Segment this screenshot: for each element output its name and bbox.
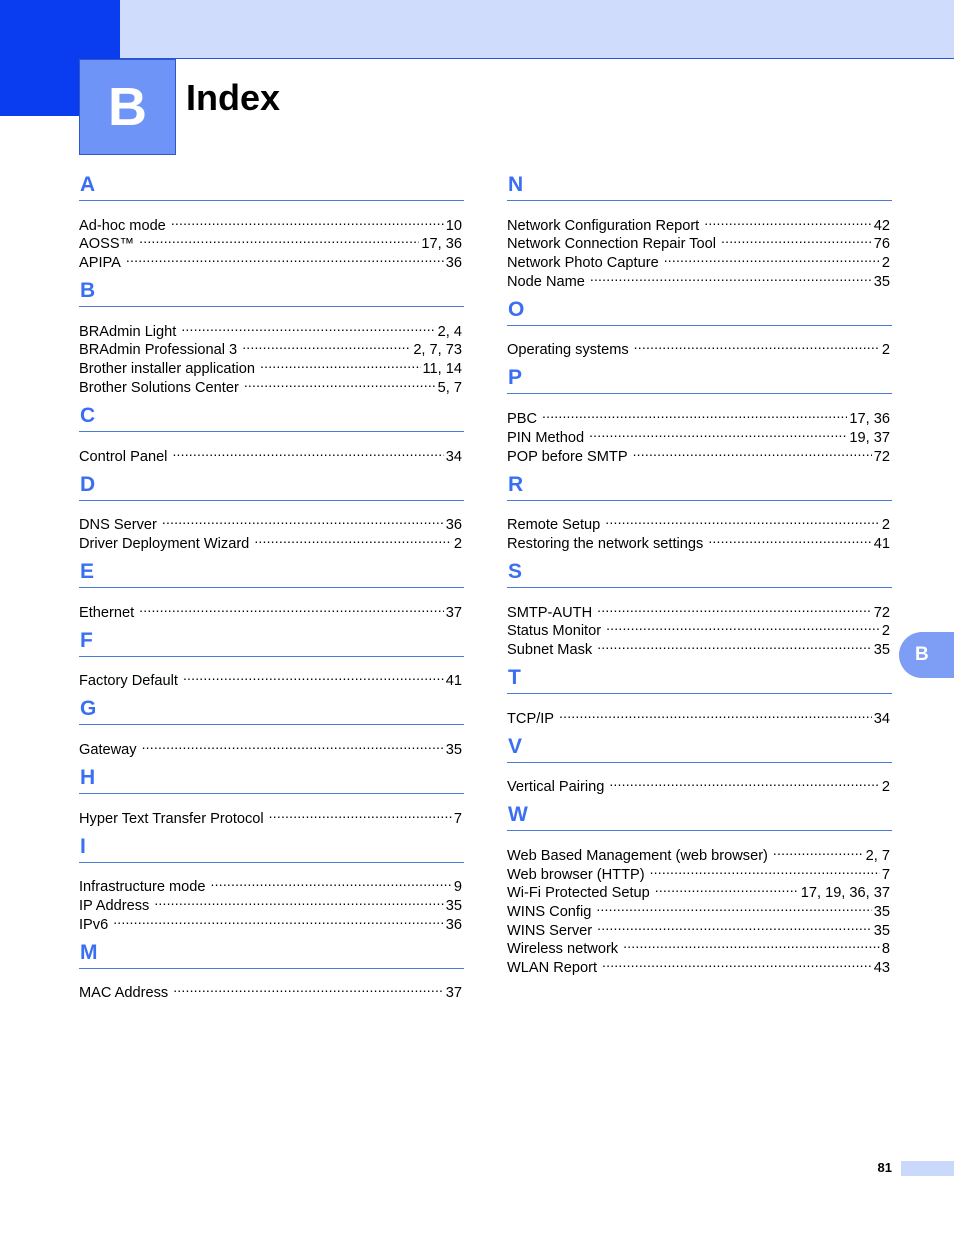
dot-leader (602, 953, 872, 972)
index-pages[interactable]: 2, 7, 73 (413, 342, 462, 359)
index-term: AOSS™ (79, 236, 135, 253)
dot-leader (172, 442, 443, 461)
index-term: DNS Server (79, 517, 157, 534)
header-band (0, 0, 954, 59)
index-term: Subnet Mask (507, 641, 593, 658)
index-pages[interactable]: 34 (445, 448, 462, 465)
chapter-box (79, 59, 176, 155)
index-pages[interactable]: 7 (453, 810, 462, 827)
dot-leader (721, 230, 872, 249)
dot-leader (542, 404, 847, 423)
index-section (79, 470, 464, 552)
index-pages[interactable]: 2 (453, 535, 462, 552)
index-section (507, 800, 892, 977)
index-entry[interactable] (79, 667, 464, 690)
index-pages[interactable]: 36 (445, 255, 462, 272)
dot-leader (139, 230, 419, 249)
dot-leader (183, 667, 444, 686)
dot-leader (708, 529, 871, 548)
index-entry[interactable] (79, 511, 464, 534)
section-letter: O (507, 295, 892, 326)
index-pages[interactable]: 2 (881, 255, 890, 272)
index-pages[interactable]: 2 (881, 517, 890, 534)
index-term: WINS Config (507, 904, 592, 921)
dot-leader (590, 267, 872, 286)
page-number-bar (901, 1161, 954, 1176)
index-term: POP before SMTP (507, 448, 628, 465)
dot-leader (606, 617, 880, 636)
index-pages[interactable]: 35 (873, 273, 890, 290)
index-entry[interactable] (79, 317, 464, 340)
dot-leader (154, 891, 443, 910)
dot-leader (773, 841, 864, 860)
index-section (79, 763, 464, 827)
index-section (507, 557, 892, 658)
index-term: Brother installer application (79, 361, 256, 378)
dot-leader (242, 336, 411, 355)
dot-leader (650, 860, 880, 879)
index-pages[interactable]: 2, 4 (437, 323, 462, 340)
section-letter: W (507, 800, 892, 831)
dot-leader (269, 804, 452, 823)
index-entry[interactable] (507, 773, 892, 796)
index-column-left (79, 170, 464, 1006)
dot-leader (655, 879, 799, 898)
index-term: Wi-Fi Protected Setup (507, 885, 650, 902)
index-term: Brother Solutions Center (79, 379, 239, 396)
index-pages[interactable]: 17, 36 (421, 236, 462, 253)
index-term: Restoring the network settings (507, 535, 704, 552)
index-term: MAC Address (79, 985, 169, 1002)
dot-leader (596, 897, 871, 916)
index-pages[interactable]: 2 (881, 779, 890, 796)
index-pages[interactable]: 72 (873, 448, 890, 465)
index-term: WLAN Report (507, 960, 598, 977)
page-title: Index (186, 77, 281, 118)
index-section (507, 470, 892, 552)
dot-leader (634, 336, 880, 355)
index-term: Remote Setup (507, 517, 601, 534)
index-pages[interactable]: 72 (873, 604, 890, 621)
index-pages[interactable]: 10 (445, 217, 462, 234)
index-term: Control Panel (79, 448, 168, 465)
dot-leader (704, 211, 872, 230)
section-letter: B (79, 276, 464, 307)
section-letter: P (507, 363, 892, 394)
chapter-letter: B (108, 77, 147, 137)
dot-leader (162, 511, 444, 530)
chapter-side-tab[interactable] (899, 632, 954, 678)
dot-leader (623, 935, 880, 954)
dot-leader (260, 354, 420, 373)
index-pages[interactable]: 35 (445, 741, 462, 758)
index-section (507, 732, 892, 796)
index-section (79, 557, 464, 621)
index-pages[interactable]: 11, 14 (422, 361, 462, 378)
section-letter: I (79, 832, 464, 863)
index-pages[interactable]: 17, 19, 36, 37 (800, 885, 890, 902)
index-term: BRAdmin Professional 3 (79, 342, 238, 359)
index-term: IPv6 (79, 916, 109, 933)
index-pages[interactable]: 9 (453, 879, 462, 896)
section-letter: A (79, 170, 464, 201)
index-entry[interactable] (507, 598, 892, 621)
index-entry[interactable] (507, 211, 892, 234)
index-pages[interactable]: 2 (881, 623, 890, 640)
section-letter: T (507, 663, 892, 694)
dot-leader (244, 373, 436, 392)
index-term: Network Connection Repair Tool (507, 236, 717, 253)
index-term: Web browser (HTTP) (507, 866, 645, 883)
index-entry[interactable] (79, 442, 464, 465)
index-entry[interactable] (79, 804, 464, 827)
index-pages[interactable]: 36 (445, 916, 462, 933)
index-pages[interactable]: 19, 37 (849, 429, 890, 446)
dot-leader (139, 598, 444, 617)
index-entry[interactable] (507, 841, 892, 864)
index-pages[interactable]: 37 (445, 985, 462, 1002)
index-entry[interactable] (507, 704, 892, 727)
index-section (79, 170, 464, 272)
index-entry[interactable] (79, 873, 464, 896)
index-pages[interactable]: 5, 7 (437, 379, 462, 396)
section-letter: M (79, 938, 464, 969)
index-term: Hyper Text Transfer Protocol (79, 810, 264, 827)
dot-leader (126, 248, 444, 267)
index-term: IP Address (79, 898, 150, 914)
dot-leader (609, 773, 880, 792)
index-term: Infrastructure mode (79, 879, 206, 896)
side-tab-label: B (915, 644, 929, 665)
section-letter: E (79, 557, 464, 588)
dot-leader (605, 511, 880, 530)
index-pages[interactable]: 37 (445, 604, 462, 621)
index-section (79, 832, 464, 933)
dot-leader (597, 635, 872, 654)
index-entry[interactable] (79, 248, 464, 272)
index-pages[interactable]: 41 (445, 673, 462, 690)
section-letter: F (79, 626, 464, 657)
index-section (79, 276, 464, 396)
dot-leader (113, 910, 444, 929)
index-term: Node Name (507, 273, 585, 290)
index-section (507, 170, 892, 290)
index-entry[interactable] (79, 211, 464, 234)
index-entry[interactable] (79, 735, 464, 758)
index-pages[interactable]: 2 (881, 342, 890, 359)
section-letter: R (507, 470, 892, 501)
index-section (507, 295, 892, 359)
index-term: Factory Default (79, 673, 178, 690)
index-pages[interactable]: 36 (445, 517, 462, 534)
index-section (507, 663, 892, 727)
index-column-right (507, 170, 892, 981)
index-term: Network Photo Capture (507, 255, 659, 272)
dot-leader (559, 704, 872, 723)
dot-leader (211, 873, 452, 892)
index-pages[interactable]: 7 (881, 866, 890, 883)
index-section (79, 401, 464, 465)
index-pages[interactable]: 42 (873, 217, 890, 234)
section-letter: C (79, 401, 464, 432)
index-pages[interactable]: 41 (873, 535, 890, 552)
index-term: Network Configuration Report (507, 217, 700, 234)
index-pages[interactable]: 35 (873, 922, 890, 939)
index-entry[interactable] (79, 910, 464, 933)
index-pages[interactable]: 2, 7 (865, 848, 890, 864)
dot-leader (142, 735, 444, 754)
index-term: Status Monitor (507, 623, 602, 640)
index-term: Gateway (79, 741, 137, 758)
dot-leader (254, 529, 452, 548)
dot-leader (597, 916, 872, 935)
page-number: 81 (877, 1160, 892, 1175)
index-term: PBC (507, 411, 538, 428)
index-entry[interactable] (507, 423, 892, 446)
index-term: SMTP-AUTH (507, 604, 593, 621)
index-term: BRAdmin Light (79, 323, 177, 340)
index-term: Web Based Management (web browser) (507, 848, 768, 864)
index-pages[interactable]: 35 (445, 898, 462, 914)
index-pages[interactable]: 43 (873, 960, 890, 977)
index-term: TCP/IP (507, 710, 555, 727)
index-pages[interactable]: 34 (873, 710, 890, 727)
section-letter: N (507, 170, 892, 201)
index-term: Wireless network (507, 941, 619, 958)
index-pages[interactable]: 35 (873, 904, 890, 921)
index-pages[interactable]: 76 (873, 236, 890, 253)
index-term: Vertical Pairing (507, 779, 605, 796)
section-letter: H (79, 763, 464, 794)
index-pages[interactable]: 35 (873, 641, 890, 658)
index-pages[interactable]: 17, 36 (849, 411, 890, 428)
dot-leader (664, 248, 880, 267)
index-pages[interactable]: 8 (881, 941, 890, 958)
index-term: Ethernet (79, 604, 135, 621)
index-entry[interactable] (79, 979, 464, 1002)
index-term: PIN Method (507, 429, 585, 446)
dot-leader (173, 979, 444, 998)
index-term: WINS Server (507, 922, 593, 939)
index-section (79, 938, 464, 1002)
dot-leader (171, 211, 444, 230)
section-letter: D (79, 470, 464, 501)
dot-leader (589, 423, 847, 442)
section-letter: G (79, 694, 464, 725)
index-term: APIPA (79, 255, 121, 272)
index-term: Operating systems (507, 342, 629, 359)
index-term: Driver Deployment Wizard (79, 535, 250, 552)
index-entry[interactable] (507, 404, 892, 428)
index-term: Ad-hoc mode (79, 217, 166, 234)
index-entry[interactable] (507, 336, 892, 359)
dot-leader (181, 317, 435, 336)
index-section (507, 363, 892, 465)
dot-leader (597, 598, 872, 617)
index-section (79, 694, 464, 758)
section-letter: V (507, 732, 892, 763)
section-letter: S (507, 557, 892, 588)
index-section (79, 626, 464, 690)
index-entry[interactable] (79, 598, 464, 621)
index-entry[interactable] (507, 511, 892, 534)
dot-leader (633, 442, 872, 461)
